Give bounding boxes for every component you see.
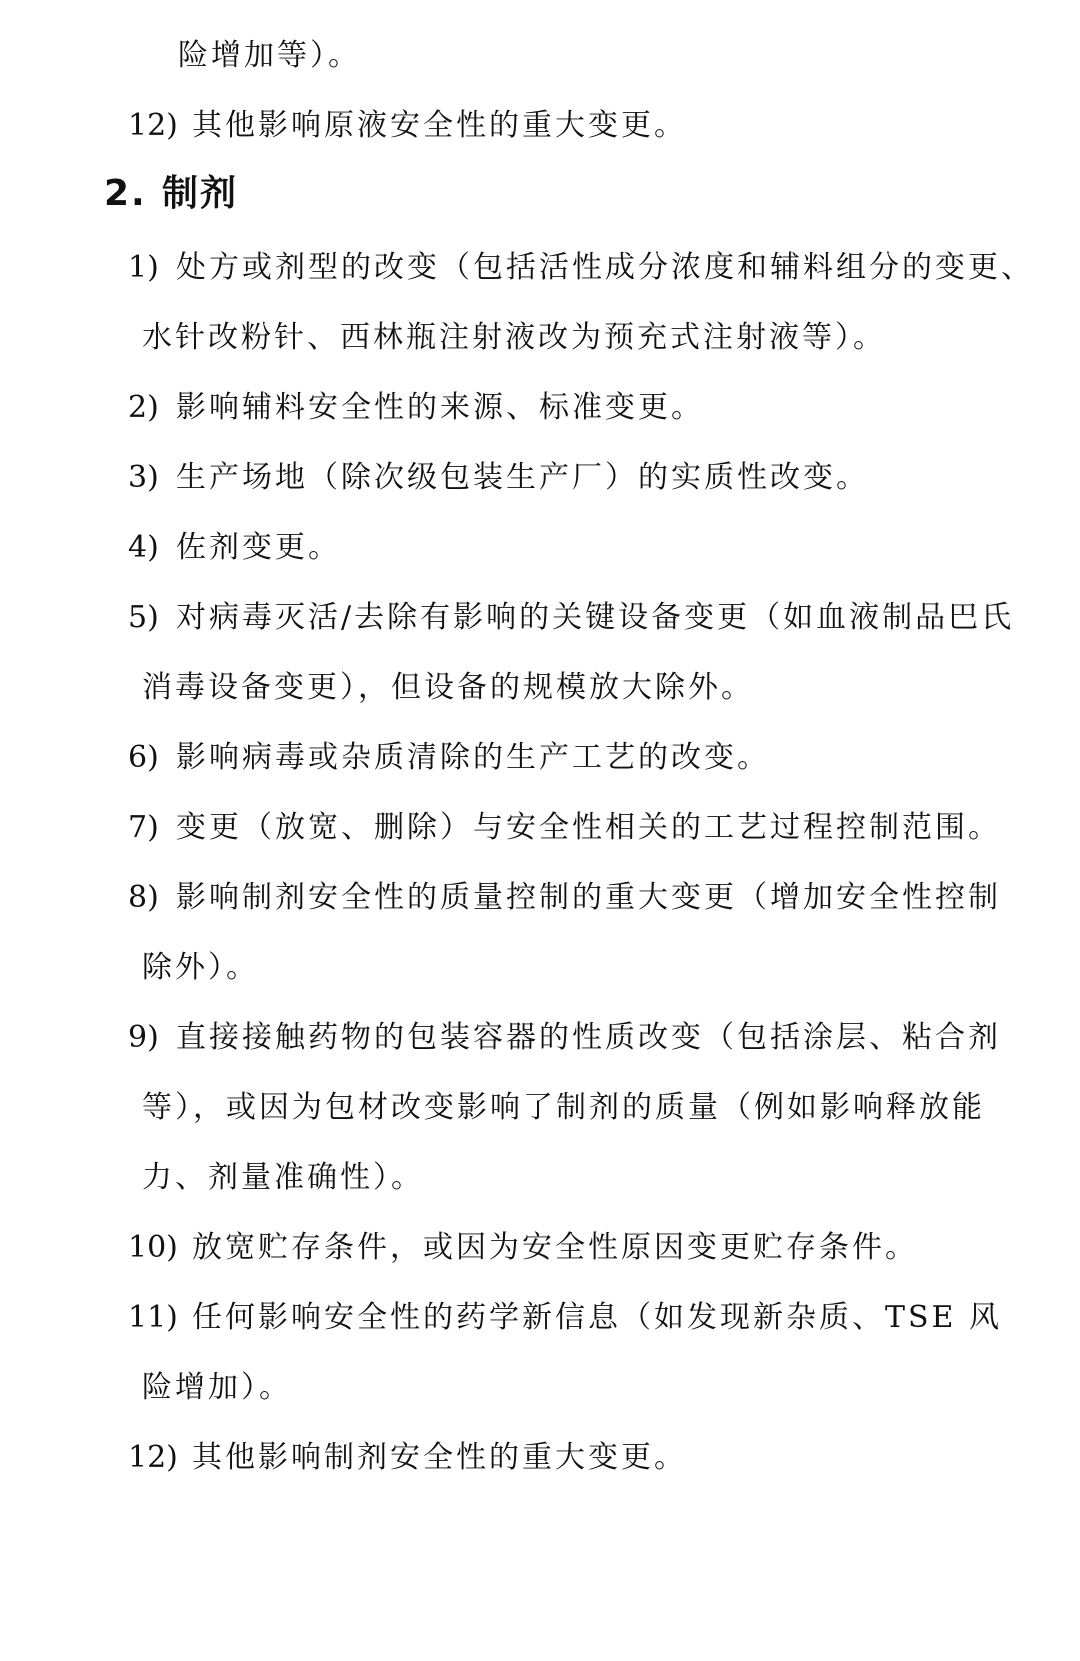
- item-text: 其他影响制剂安全性的重大变更。: [192, 1440, 687, 1475]
- item-number: 3): [128, 460, 159, 495]
- list-item-5-cont: 消毒设备变更），但设备的规模放大除外。: [142, 670, 754, 705]
- list-item-11-cont: 险增加）。: [142, 1370, 292, 1405]
- item-number: 9): [128, 1020, 159, 1055]
- section-heading: [104, 172, 238, 216]
- item-number: 7): [128, 810, 159, 845]
- continuation-line: 险增加等）。: [178, 38, 361, 73]
- item-text: 影响辅料安全性的来源、标准变更。: [176, 390, 704, 425]
- list-item-4: [128, 528, 341, 568]
- item-text: 任何影响安全性的药学新信息（如发现新杂质、TSE 风: [192, 1300, 1002, 1335]
- list-item-1: [128, 248, 1034, 288]
- list-item-1-cont: 水针改粉针、西林瓶注射液改为预充式注射液等）。: [142, 320, 886, 355]
- item-number: 4): [128, 530, 159, 565]
- item-text: 直接接触药物的包装容器的性质改变（包括涂层、粘合剂: [176, 1020, 1001, 1055]
- item-text: 佐剂变更。: [176, 530, 341, 565]
- item-number: 12): [128, 1440, 178, 1475]
- item-text: 其他影响原液安全性的重大变更。: [192, 108, 687, 143]
- list-item-3: [128, 458, 869, 498]
- item-number: 12): [128, 108, 178, 143]
- list-item-8: [128, 878, 1001, 918]
- list-item-8-cont: 除外）。: [142, 950, 259, 985]
- item-number: 8): [128, 880, 159, 915]
- list-item-10: [128, 1228, 918, 1268]
- item-text: 影响病毒或杂质清除的生产工艺的改变。: [176, 740, 770, 775]
- item-text: 影响制剂安全性的质量控制的重大变更（增加安全性控制: [176, 880, 1001, 915]
- list-item-prev-12: [128, 106, 687, 146]
- item-number: 5): [128, 600, 159, 635]
- list-item-6: [128, 738, 770, 778]
- item-number: 6): [128, 740, 159, 775]
- item-text: 处方或剂型的改变（包括活性成分浓度和辅料组分的变更、: [176, 250, 1034, 285]
- list-item-5: [128, 598, 1014, 638]
- item-number: 11): [128, 1300, 178, 1335]
- item-text: 生产场地（除次级包装生产厂）的实质性改变。: [176, 460, 869, 495]
- list-item-7: [128, 808, 1001, 848]
- list-item-12: [128, 1438, 687, 1478]
- item-text: 放宽贮存条件，或因为安全性原因变更贮存条件。: [192, 1230, 918, 1265]
- item-text: 变更（放宽、删除）与安全性相关的工艺过程控制范围。: [176, 810, 1001, 845]
- item-text: 对病毒灭活/去除有影响的关键设备变更（如血液制品巴氏: [176, 600, 1015, 635]
- list-item-2: [128, 388, 704, 428]
- list-item-9-cont-1: 等），或因为包材改变影响了制剂的质量（例如影响释放能: [142, 1090, 985, 1125]
- item-number: 1): [128, 250, 159, 285]
- section-title: 制剂: [162, 173, 239, 214]
- list-item-9-cont-2: 力、剂量准确性）。: [142, 1160, 424, 1195]
- list-item-11: [128, 1298, 1002, 1338]
- item-number: 10): [128, 1230, 178, 1265]
- section-number: 2.: [104, 173, 147, 214]
- list-item-9: [128, 1018, 1001, 1058]
- item-number: 2): [128, 390, 159, 425]
